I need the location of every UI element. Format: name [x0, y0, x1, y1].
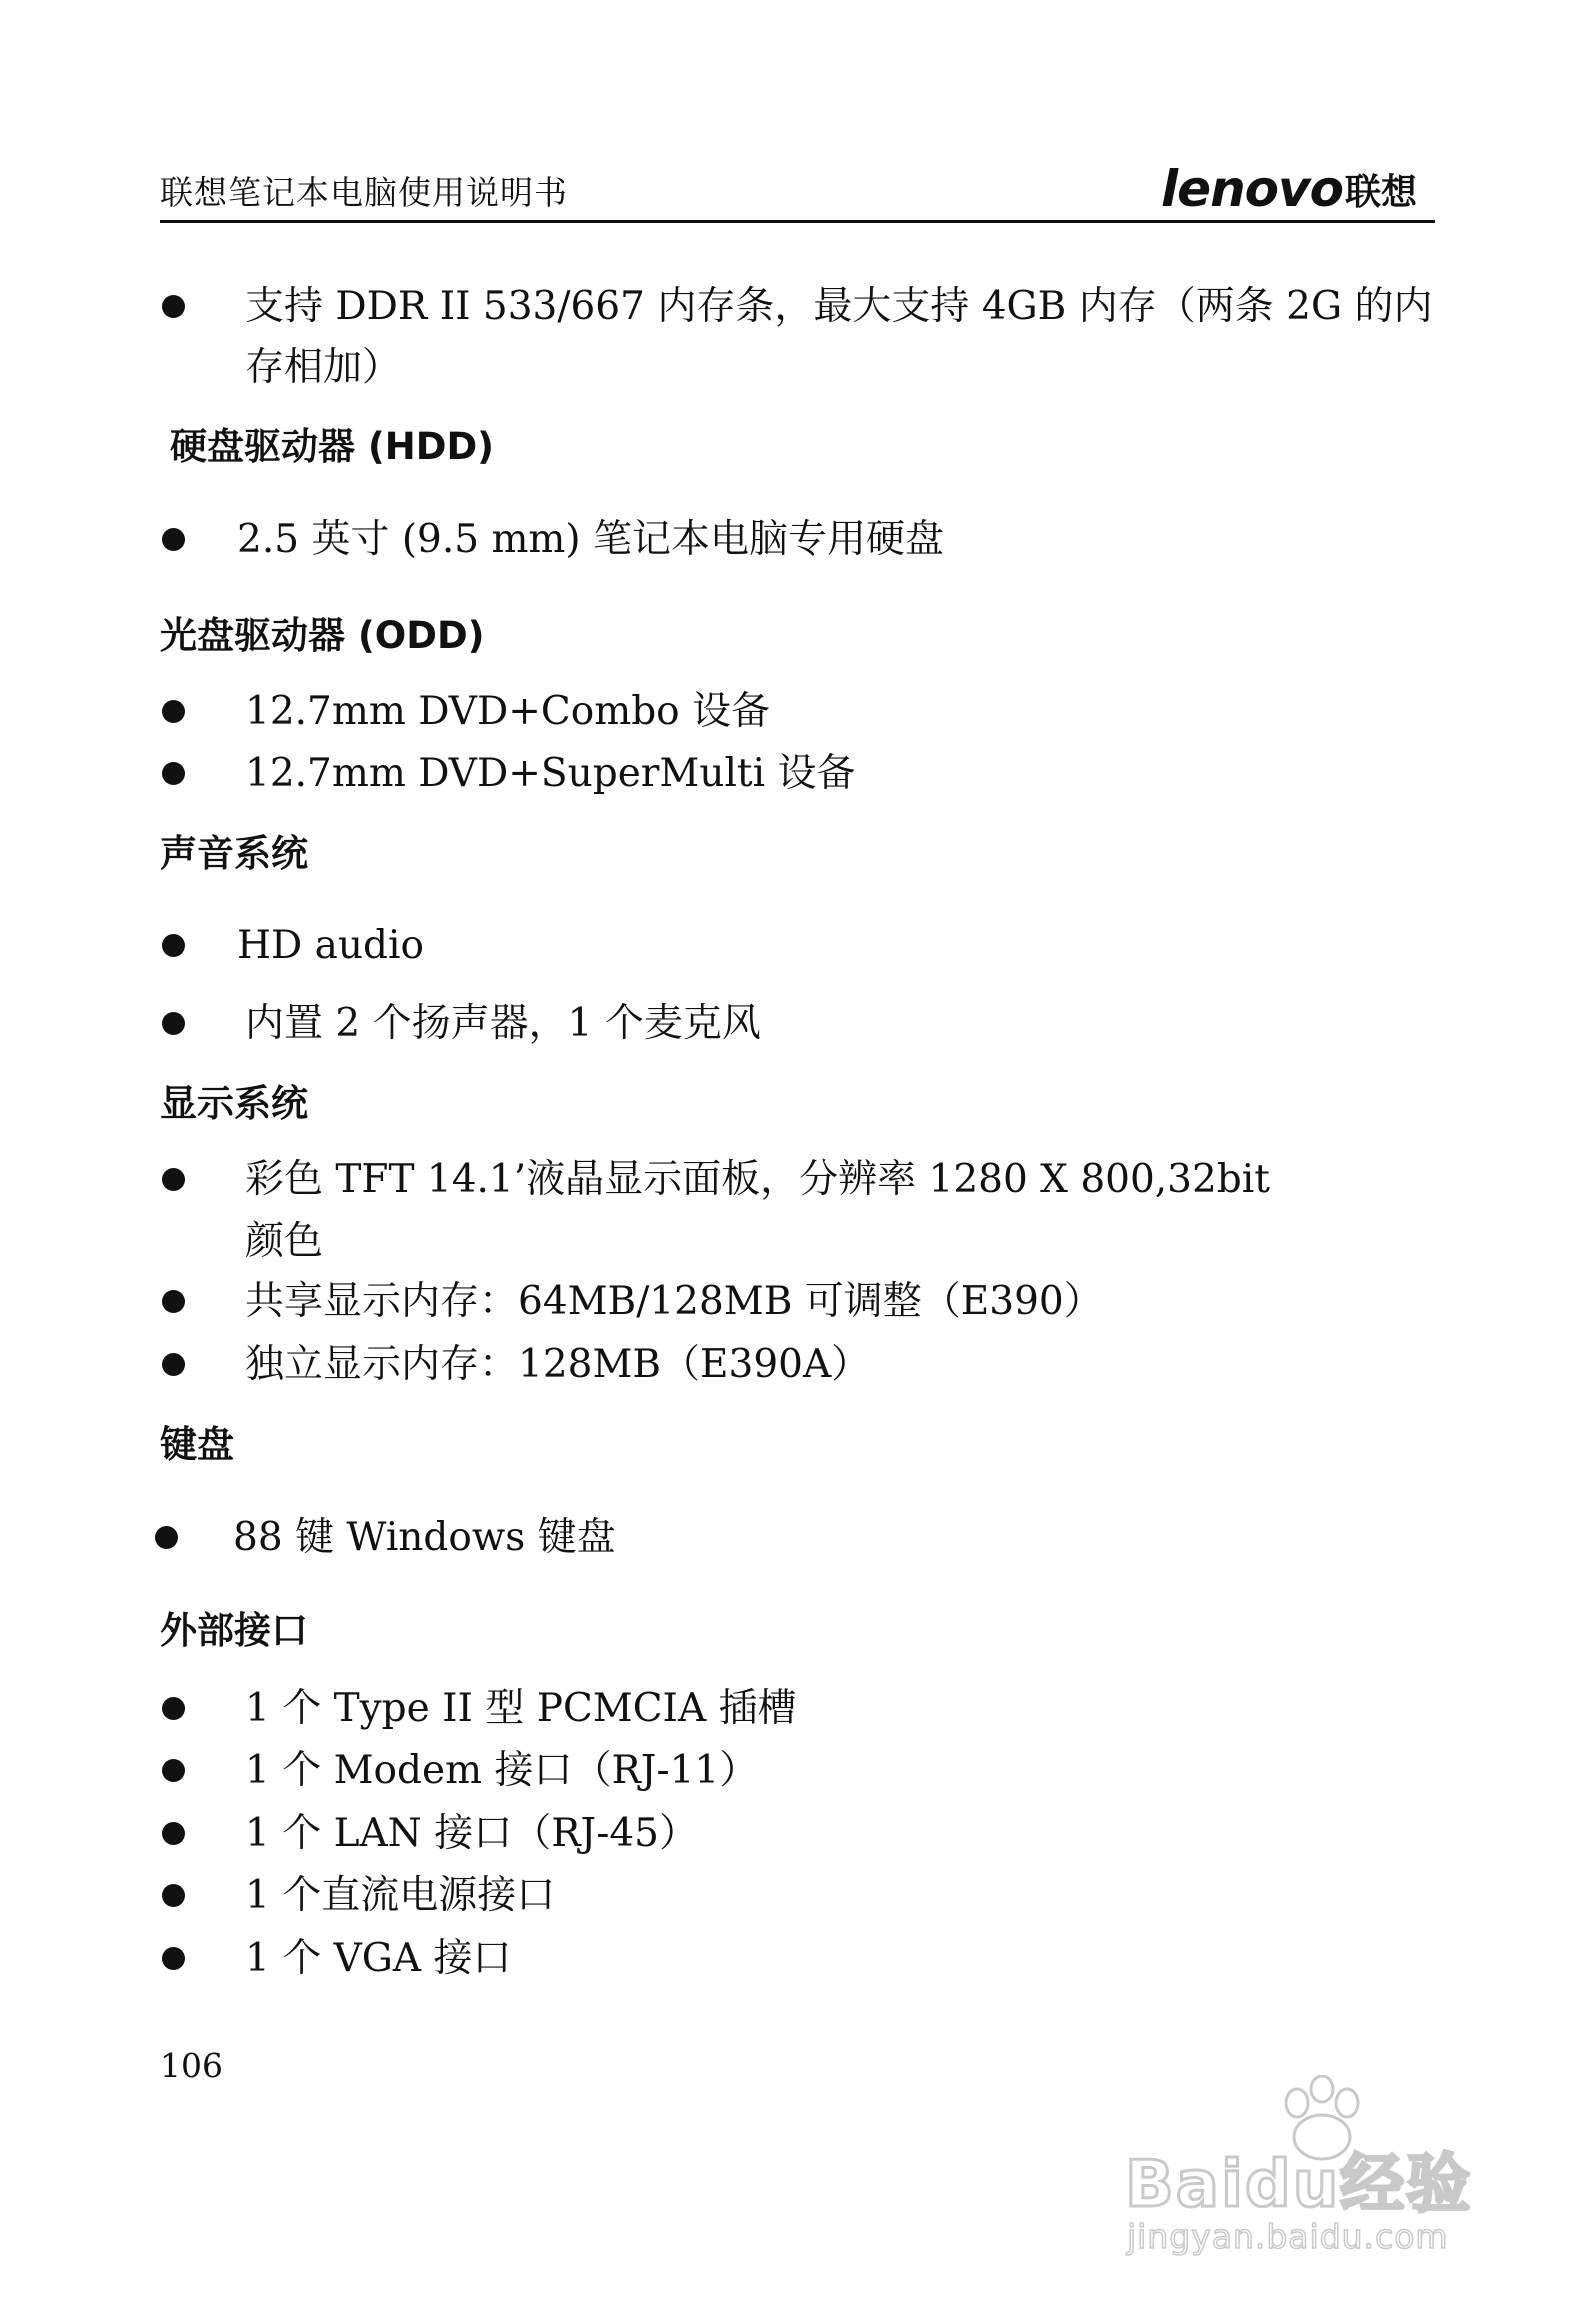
watermark-url: jingyan.baidu.com: [1127, 2217, 1449, 2256]
logo-latin-text: lenovo: [1161, 160, 1343, 218]
bullet-icon: [162, 1353, 185, 1376]
bullet-icon: [162, 1759, 185, 1782]
ports-item: 1 个 VGA 接口: [245, 1936, 512, 1981]
bullet-icon: [162, 934, 185, 957]
bullet-icon: [162, 1822, 185, 1845]
display-item: 独立显示内存：128MB（E390A）: [245, 1342, 871, 1387]
bullet-icon: [162, 1012, 185, 1035]
page-number: 106: [160, 2046, 223, 2085]
bullet-icon: [162, 1884, 185, 1907]
odd-item: 12.7mm DVD+Combo 设备: [245, 689, 771, 734]
bullet-icon: [162, 528, 185, 551]
display-heading: 显示系统: [160, 1082, 308, 1125]
bullet-icon: [162, 1168, 185, 1191]
ports-item: 1 个 LAN 接口（RJ-45）: [245, 1811, 698, 1856]
keyboard-item: 88 键 Windows 键盘: [233, 1515, 616, 1560]
baidu-watermark: [1125, 2075, 1485, 2255]
bullet-icon: [162, 1947, 185, 1970]
memory-item-line1: 支持 DDR II 533/667 内存条，最大支持 4GB 内存（两条 2G 的内: [245, 284, 1433, 329]
logo-cjk-text: 联想: [1344, 171, 1417, 213]
bullet-icon: [162, 1290, 185, 1313]
display-item: 共享显示内存：64MB/128MB 可调整（E390）: [245, 1279, 1103, 1324]
bullet-icon: [162, 295, 185, 318]
header-title: 联想笔记本电脑使用说明书: [160, 173, 568, 212]
odd-item: 12.7mm DVD+SuperMulti 设备: [245, 751, 856, 796]
bullet-icon: [162, 762, 185, 785]
bullet-icon: [162, 700, 185, 723]
watermark-brand: Baidu经验: [1125, 2148, 1473, 2222]
hdd-item: 2.5 英寸 (9.5 mm) 笔记本电脑专用硬盘: [237, 517, 945, 562]
audio-item: HD audio: [237, 923, 424, 968]
display-item-line1: 彩色 TFT 14.1’液晶显示面板，分辨率 1280 X 800,32bit: [245, 1157, 1270, 1202]
display-item-line2: 颜色: [245, 1219, 324, 1264]
audio-heading: 声音系统: [160, 832, 308, 875]
bullet-icon: [155, 1526, 178, 1549]
ports-item: 1 个直流电源接口: [245, 1873, 556, 1918]
keyboard-heading: 键盘: [160, 1423, 234, 1466]
ports-item: 1 个 Modem 接口（RJ-11）: [245, 1748, 759, 1793]
ports-heading: 外部接口: [160, 1609, 308, 1652]
ports-item: 1 个 Type II 型 PCMCIA 插槽: [245, 1686, 797, 1731]
bullet-icon: [162, 1697, 185, 1720]
hdd-heading: 硬盘驱动器 (HDD): [170, 425, 495, 468]
memory-item-line2: 存相加）: [245, 345, 402, 390]
odd-heading: 光盘驱动器 (ODD): [160, 614, 485, 657]
audio-item: 内置 2 个扬声器，1 个麦克风: [245, 1001, 761, 1046]
